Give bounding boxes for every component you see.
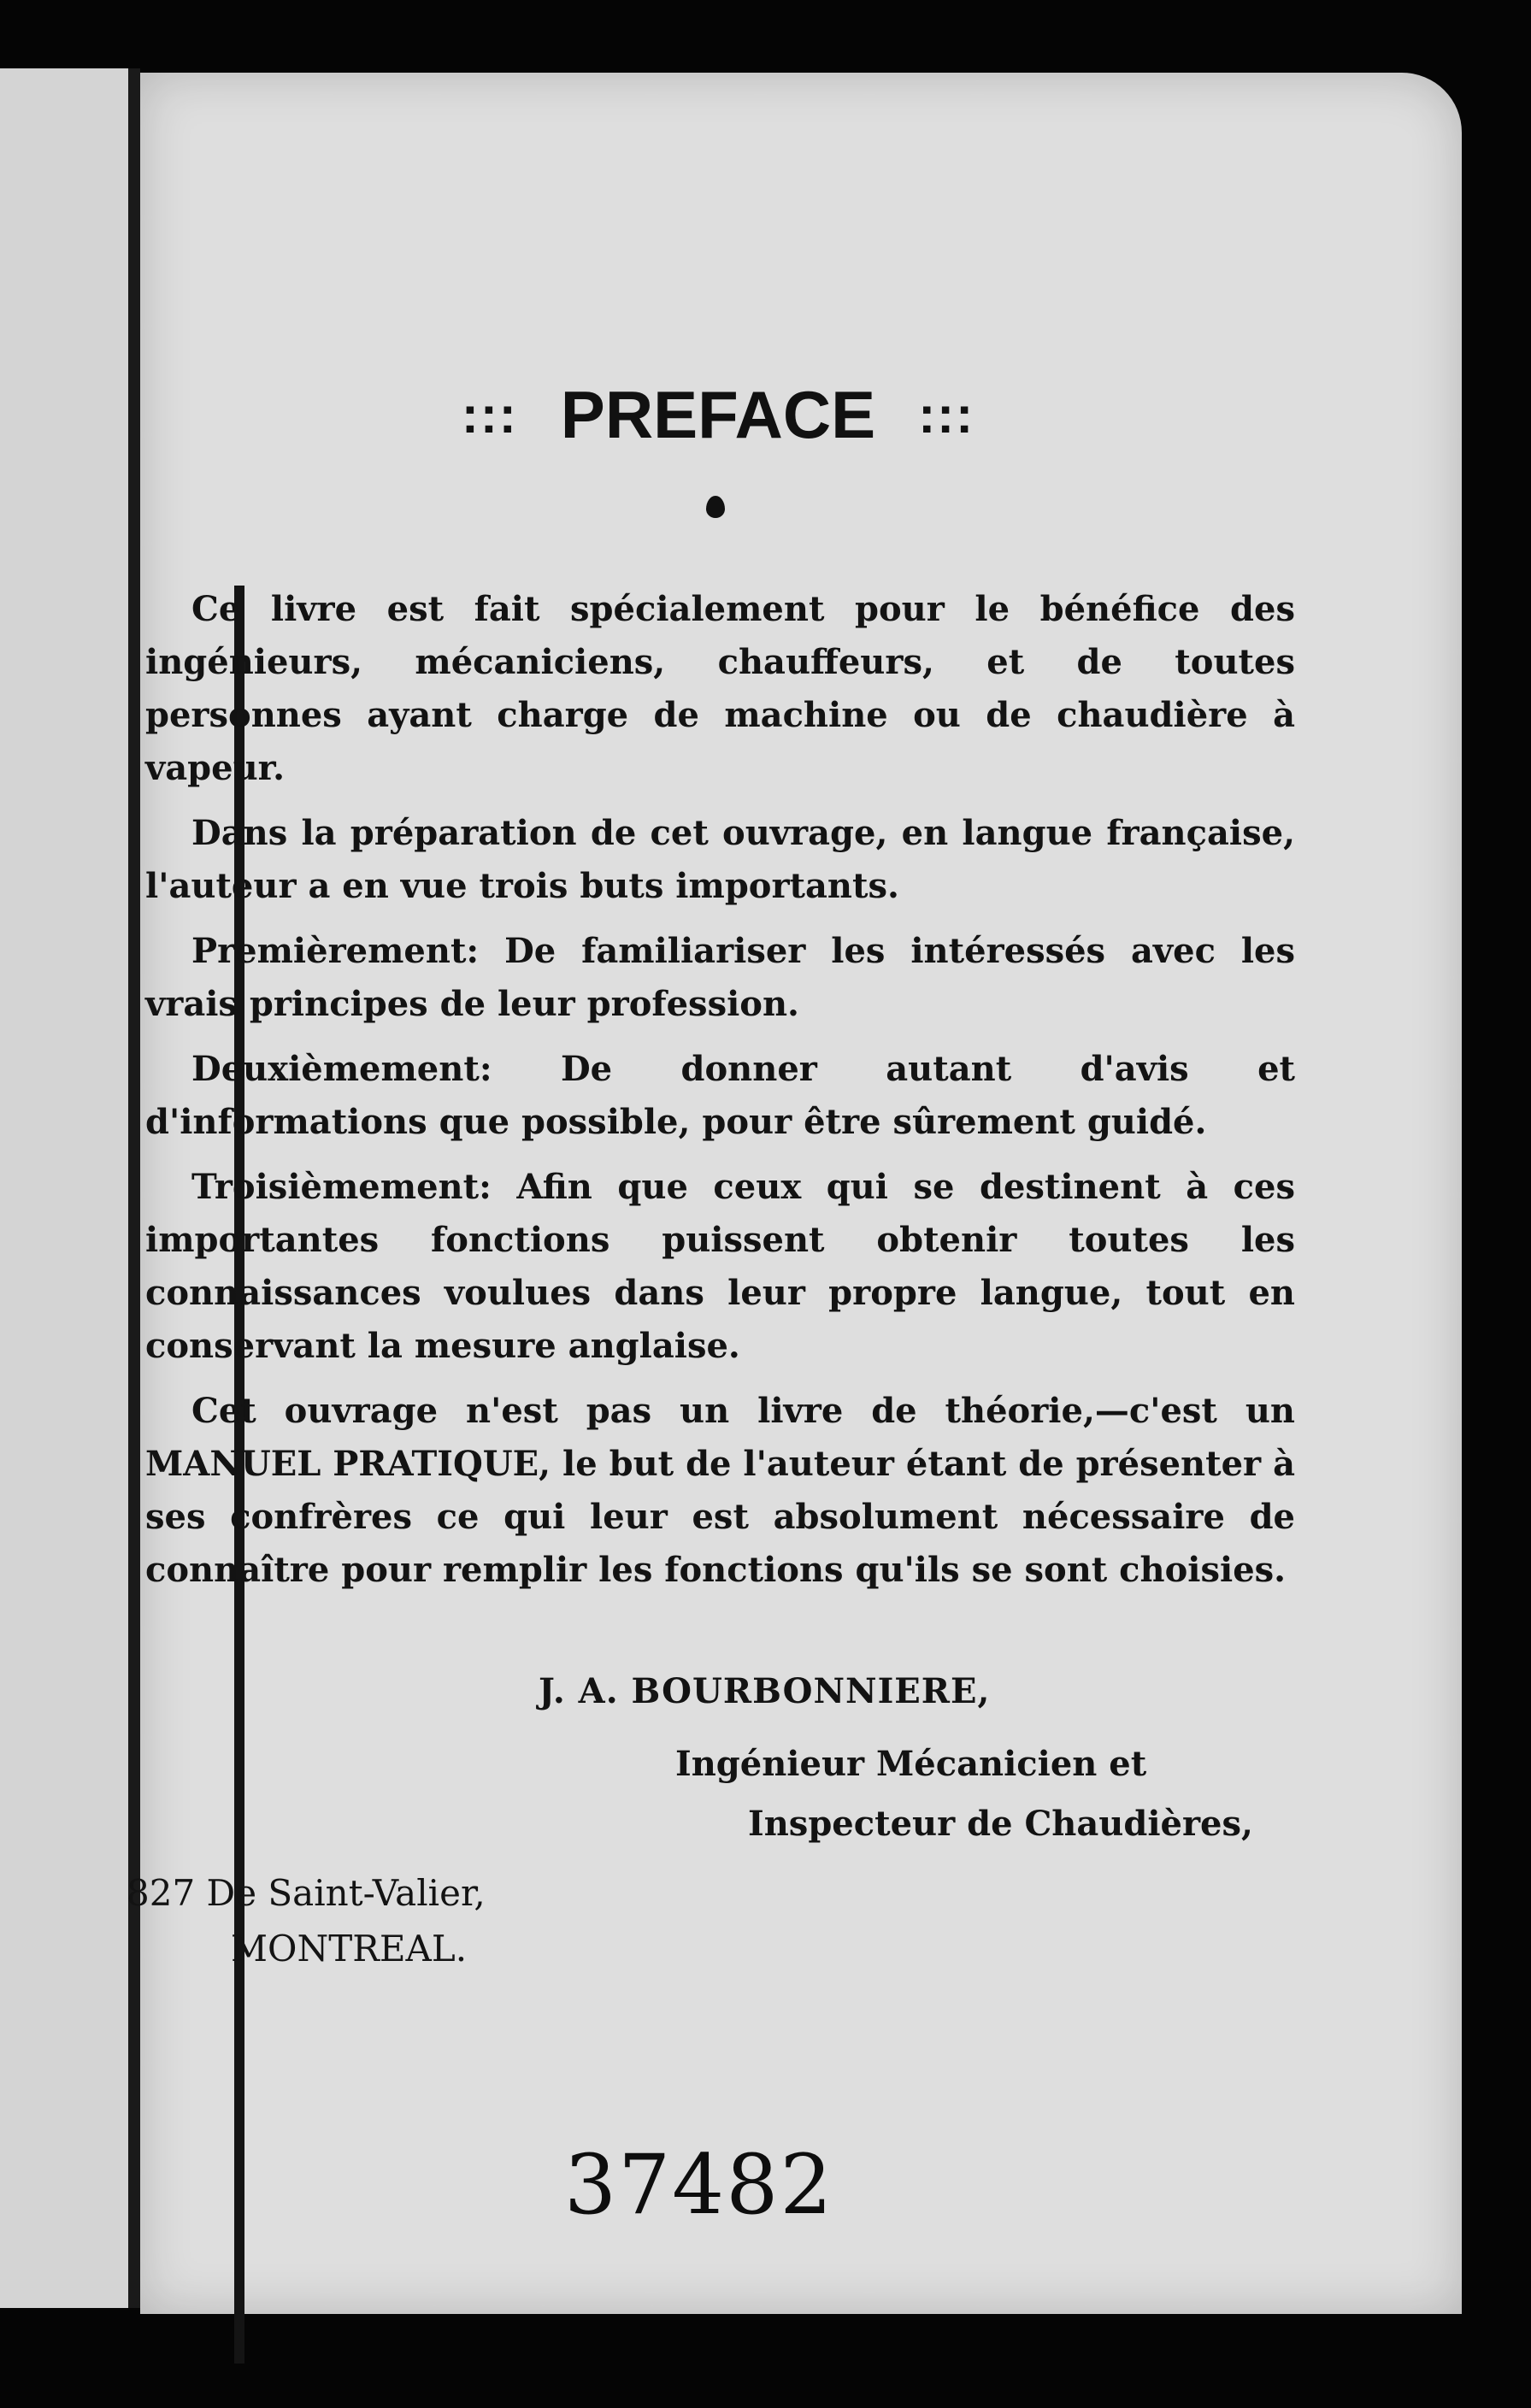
address-city: MONTREAL. [231,1928,468,1969]
heading-ornament-right: ::: [918,386,975,444]
address-street: 827 De Saint-Valier, [127,1872,486,1914]
catalog-number: 37482 [564,2137,834,2233]
paragraph: Troisièmement: Afin que ceux qui se destinent à ces importantes fonctions puissent obtenir toutes les connaissances voulues dans leur propre langue, tout en conservant la mesure anglaise. [145,1167,1295,1366]
paragraph: Dans la préparation de cet ouvrage, en langue française, l'auteur a en vue trois buts importants. [145,813,1295,906]
paragraph: Cet ouvrage n'est pas un livre de théorie,—c'est un MANUEL PRATIQUE, le but de l'auteur étant de présenter à ses confrères ce qui leur est absolument nécessaire de connaître pour remplir les fonctions qu'ils se sont choisies. [145,1391,1295,1590]
paragraph: Premièrement: De familiariser les intéressés avec les vrais principes de leur profession. [145,931,1295,1024]
left-page-edge [0,68,140,2308]
author-title-line1: Ingénieur Mécanicien et [675,1744,1147,1784]
paragraph: Ce livre est fait spécialement pour le bénéfice des ingénieurs, mécaniciens, chauffeurs, et de toutes personnes ayant charge de machine ou de chaudière à vapeur. [145,589,1295,788]
heading-ornament-left: ::: [461,386,518,444]
page-title: PREFACE [560,376,876,452]
paragraph: Deuxièmement: De donner autant d'avis et d'informations que possible, pour être sûrement guidé. [145,1049,1295,1142]
author-title-line2: Inspecteur de Chaudières, [748,1804,1253,1844]
author-name: J. A. BOURBONNIERE, [539,1671,991,1711]
preface-body [145,583,1295,1609]
heart-ornament-icon [706,496,725,518]
page-heading [333,368,1103,462]
